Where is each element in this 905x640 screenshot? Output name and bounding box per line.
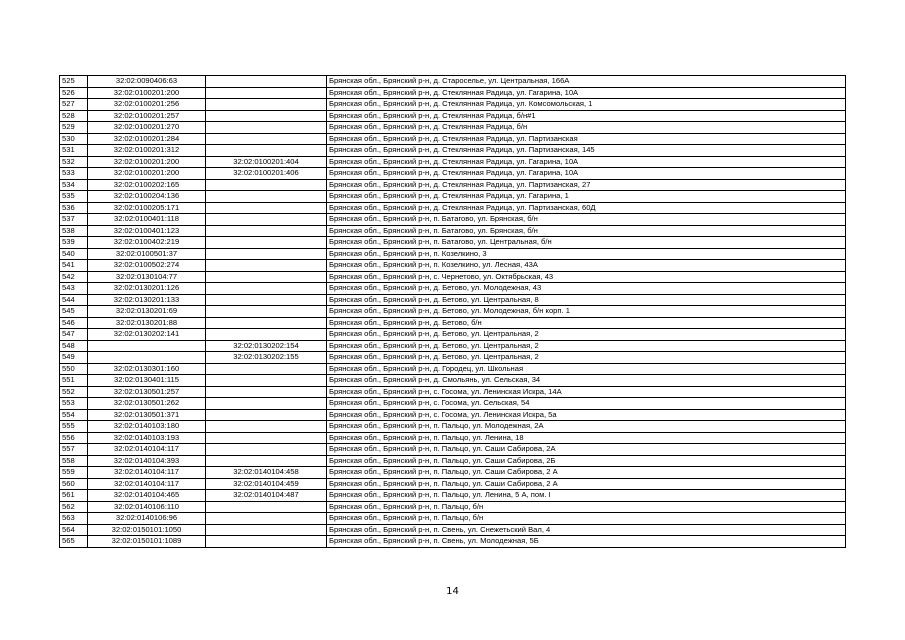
secondary-cadastral-number-cell [206,283,327,295]
row-number-cell: 562 [60,501,88,513]
address-cell: Брянская обл., Брянский р-н, п. Пальцо, ул. Ленина, 5 А, пом. I [327,490,846,502]
cadastral-number-cell: 32:02:0100201:256 [88,99,206,111]
secondary-cadastral-number-cell [206,444,327,456]
table-row [60,478,846,490]
secondary-cadastral-number-cell: 32:02:0100201:404 [206,156,327,168]
cadastral-number-cell: 32:02:0140104:117 [88,478,206,490]
cadastral-number-cell: 32:02:0100201:200 [88,156,206,168]
address-cell: Брянская обл., Брянский р-н, д. Стеклянная Радица, ул. Партизанская [327,133,846,145]
table-row [60,156,846,168]
secondary-cadastral-number-cell [206,294,327,306]
table-row [60,536,846,548]
table-row [60,455,846,467]
row-number-cell: 547 [60,329,88,341]
address-cell: Брянская обл., Брянский р-н, д. Бетово, б/н [327,317,846,329]
row-number-cell: 550 [60,363,88,375]
row-number-cell: 535 [60,191,88,203]
address-cell: Брянская обл., Брянский р-н, д. Бетово, ул. Молодежная, 43 [327,283,846,295]
secondary-cadastral-number-cell [206,363,327,375]
cadastral-number-cell [88,340,206,352]
secondary-cadastral-number-cell [206,398,327,410]
row-number-cell: 530 [60,133,88,145]
secondary-cadastral-number-cell [206,386,327,398]
row-number-cell: 533 [60,168,88,180]
secondary-cadastral-number-cell: 32:02:0140104:487 [206,490,327,502]
address-cell: Брянская обл., Брянский р-н, п. Козелкино, ул. Лесная, 43А [327,260,846,272]
row-number-cell: 529 [60,122,88,134]
cadastral-number-cell: 32:02:0130501:257 [88,386,206,398]
row-number-cell: 563 [60,513,88,525]
address-cell: Брянская обл., Брянский р-н, д. Бетово, ул. Центральная, 8 [327,294,846,306]
table-row [60,317,846,329]
address-cell: Брянская обл., Брянский р-н, д. Стеклянная Радица, ул. Партизанская, 60Д [327,202,846,214]
row-number-cell: 538 [60,225,88,237]
table-row [60,352,846,364]
cadastral-number-cell: 32:02:0100201:312 [88,145,206,157]
table-row [60,513,846,525]
table-row [60,260,846,272]
table-row [60,283,846,295]
secondary-cadastral-number-cell [206,260,327,272]
cadastral-number-cell: 32:02:0140103:180 [88,421,206,433]
cadastral-number-cell: 32:02:0140103:193 [88,432,206,444]
address-cell: Брянская обл., Брянский р-н, д. Стеклянная Радица, ул. Гагарина, 1 [327,191,846,203]
table-row [60,237,846,249]
address-cell: Брянская обл., Брянский р-н, д. Смольянь, ул. Сельская, 34 [327,375,846,387]
secondary-cadastral-number-cell [206,317,327,329]
row-number-cell: 559 [60,467,88,479]
secondary-cadastral-number-cell: 32:02:0130202:154 [206,340,327,352]
registry-table [59,75,846,548]
cadastral-number-cell: 32:02:0100502:274 [88,260,206,272]
table-row [60,386,846,398]
row-number-cell: 553 [60,398,88,410]
row-number-cell: 539 [60,237,88,249]
address-cell: Брянская обл., Брянский р-н, п. Козелкино, 3 [327,248,846,260]
cadastral-number-cell: 32:02:0150101:1089 [88,536,206,548]
row-number-cell: 565 [60,536,88,548]
address-cell: Брянская обл., Брянский р-н, д. Стеклянная Радица, б/н [327,122,846,134]
secondary-cadastral-number-cell [206,524,327,536]
secondary-cadastral-number-cell [206,99,327,111]
cadastral-number-cell: 32:02:0100402:219 [88,237,206,249]
row-number-cell: 561 [60,490,88,502]
table-row [60,398,846,410]
secondary-cadastral-number-cell: 32:02:0130202:155 [206,352,327,364]
cadastral-number-cell: 32:02:0100201:270 [88,122,206,134]
cadastral-number-cell: 32:02:0130104:77 [88,271,206,283]
table-row [60,375,846,387]
row-number-cell: 525 [60,76,88,88]
cadastral-number-cell: 32:02:0140104:393 [88,455,206,467]
address-cell: Брянская обл., Брянский р-н, п. Пальцо, б/н [327,501,846,513]
secondary-cadastral-number-cell: 32:02:0100201:406 [206,168,327,180]
cadastral-number-cell: 32:02:0130501:371 [88,409,206,421]
secondary-cadastral-number-cell [206,191,327,203]
secondary-cadastral-number-cell [206,87,327,99]
cadastral-number-cell: 32:02:0100201:284 [88,133,206,145]
cadastral-number-cell: 32:02:0130201:88 [88,317,206,329]
address-cell: Брянская обл., Брянский р-н, д. Бетово, ул. Центральная, 2 [327,329,846,341]
table-row [60,524,846,536]
table-row [60,133,846,145]
row-number-cell: 532 [60,156,88,168]
address-cell: Брянская обл., Брянский р-н, д. Бетово, ул. Молодежная, б/н корп. 1 [327,306,846,318]
cadastral-number-cell: 32:02:0130201:126 [88,283,206,295]
cadastral-number-cell: 32:02:0130201:69 [88,306,206,318]
cadastral-number-cell: 32:02:0140104:465 [88,490,206,502]
row-number-cell: 548 [60,340,88,352]
table-row [60,87,846,99]
secondary-cadastral-number-cell [206,145,327,157]
address-cell: Брянская обл., Брянский р-н, д. Бетово, ул. Центральная, 2 [327,340,846,352]
secondary-cadastral-number-cell: 32:02:0140104:458 [206,467,327,479]
address-cell: Брянская обл., Брянский р-н, д. Стеклянная Радица, ул. Гагарина, 10А [327,87,846,99]
cadastral-number-cell: 32:02:0140106:110 [88,501,206,513]
cadastral-number-cell [88,352,206,364]
address-cell: Брянская обл., Брянский р-н, с. Госома, ул. Ленинская Искра, 14А [327,386,846,398]
table-row [60,490,846,502]
row-number-cell: 527 [60,99,88,111]
table-row [60,409,846,421]
address-cell: Брянская обл., Брянский р-н, п. Пальцо, ул. Саши Сабирова, 2 А [327,467,846,479]
cadastral-number-cell: 32:02:0100204:136 [88,191,206,203]
table-row [60,444,846,456]
secondary-cadastral-number-cell [206,306,327,318]
address-cell: Брянская обл., Брянский р-н, п. Батагово, ул. Центральная, б/н [327,237,846,249]
row-number-cell: 557 [60,444,88,456]
cadastral-number-cell: 32:02:0130401:115 [88,375,206,387]
cadastral-number-cell: 32:02:0100202:165 [88,179,206,191]
row-number-cell: 545 [60,306,88,318]
row-number-cell: 528 [60,110,88,122]
row-number-cell: 542 [60,271,88,283]
cadastral-number-cell: 32:02:0100201:200 [88,87,206,99]
secondary-cadastral-number-cell [206,409,327,421]
secondary-cadastral-number-cell [206,329,327,341]
table-row [60,202,846,214]
address-cell: Брянская обл., Брянский р-н, с. Госома, ул. Сельская, 54 [327,398,846,410]
table-row [60,306,846,318]
table-row [60,122,846,134]
cadastral-number-cell: 32:02:0100201:200 [88,168,206,180]
cadastral-number-cell: 32:02:0130301:160 [88,363,206,375]
cadastral-number-cell: 32:02:0100501:37 [88,248,206,260]
row-number-cell: 549 [60,352,88,364]
address-cell: Брянская обл., Брянский р-н, п. Пальцо, ул. Саши Сабирова, 2А [327,444,846,456]
table-row [60,214,846,226]
cadastral-number-cell: 32:02:0130201:133 [88,294,206,306]
row-number-cell: 560 [60,478,88,490]
address-cell: Брянская обл., Брянский р-н, с. Госома, ул. Ленинская Искра, 5а [327,409,846,421]
registry-table-body [60,76,846,548]
secondary-cadastral-number-cell [206,271,327,283]
secondary-cadastral-number-cell [206,179,327,191]
table-row [60,467,846,479]
row-number-cell: 541 [60,260,88,272]
cadastral-number-cell: 32:02:0140104:117 [88,444,206,456]
table-row [60,191,846,203]
secondary-cadastral-number-cell: 32:02:0140104:459 [206,478,327,490]
secondary-cadastral-number-cell [206,76,327,88]
secondary-cadastral-number-cell [206,248,327,260]
secondary-cadastral-number-cell [206,421,327,433]
table-row [60,179,846,191]
table-row [60,248,846,260]
address-cell: Брянская обл., Брянский р-н, д. Стеклянная Радица, ул. Партизанская, 27 [327,179,846,191]
cadastral-number-cell: 32:02:0140104:117 [88,467,206,479]
address-cell: Брянская обл., Брянский р-н, с. Чернетово, ул. Октябрьская, 43 [327,271,846,283]
address-cell: Брянская обл., Брянский р-н, п. Пальцо, б/н [327,513,846,525]
secondary-cadastral-number-cell [206,122,327,134]
cadastral-number-cell: 32:02:0150101:1050 [88,524,206,536]
table-row [60,294,846,306]
row-number-cell: 558 [60,455,88,467]
table-row [60,145,846,157]
row-number-cell: 536 [60,202,88,214]
address-cell: Брянская обл., Брянский р-н, п. Свень, ул. Снежетьский Вал, 4 [327,524,846,536]
cadastral-number-cell: 32:02:0140106:96 [88,513,206,525]
table-row [60,363,846,375]
table-row [60,99,846,111]
row-number-cell: 526 [60,87,88,99]
address-cell: Брянская обл., Брянский р-н, п. Пальцо, ул. Саши Сабирова, 2Б [327,455,846,467]
row-number-cell: 555 [60,421,88,433]
secondary-cadastral-number-cell [206,536,327,548]
cadastral-number-cell: 32:02:0130202:141 [88,329,206,341]
page-number: 14 [446,586,459,597]
address-cell: Брянская обл., Брянский р-н, д. Стеклянная Радица, ул. Комсомольская, 1 [327,99,846,111]
address-cell: Брянская обл., Брянский р-н, д. Бетово, ул. Центральная, 2 [327,352,846,364]
row-number-cell: 551 [60,375,88,387]
address-cell: Брянская обл., Брянский р-н, п. Пальцо, ул. Саши Сабирова, 2 А [327,478,846,490]
row-number-cell: 544 [60,294,88,306]
table-row [60,501,846,513]
cadastral-number-cell: 32:02:0100401:118 [88,214,206,226]
secondary-cadastral-number-cell [206,202,327,214]
row-number-cell: 537 [60,214,88,226]
row-number-cell: 540 [60,248,88,260]
table-row [60,340,846,352]
cadastral-number-cell: 32:02:0090406:63 [88,76,206,88]
secondary-cadastral-number-cell [206,133,327,145]
address-cell: Брянская обл., Брянский р-н, д. Староселье, ул. Центральная, 166А [327,76,846,88]
secondary-cadastral-number-cell [206,375,327,387]
address-cell: Брянская обл., Брянский р-н, п. Батагово, ул. Брянская, б/н [327,214,846,226]
row-number-cell: 564 [60,524,88,536]
secondary-cadastral-number-cell [206,455,327,467]
address-cell: Брянская обл., Брянский р-н, п. Пальцо, ул. Молодежная, 2А [327,421,846,433]
row-number-cell: 554 [60,409,88,421]
table-row [60,110,846,122]
secondary-cadastral-number-cell [206,501,327,513]
table-row [60,76,846,88]
address-cell: Брянская обл., Брянский р-н, п. Батагово, ул. Брянская, б/н [327,225,846,237]
row-number-cell: 543 [60,283,88,295]
secondary-cadastral-number-cell [206,110,327,122]
table-row [60,271,846,283]
secondary-cadastral-number-cell [206,513,327,525]
row-number-cell: 552 [60,386,88,398]
cadastral-number-cell: 32:02:0130501:262 [88,398,206,410]
address-cell: Брянская обл., Брянский р-н, п. Свень, ул. Молодежная, 5Б [327,536,846,548]
table-row [60,225,846,237]
row-number-cell: 531 [60,145,88,157]
secondary-cadastral-number-cell [206,225,327,237]
table-row [60,432,846,444]
cadastral-number-cell: 32:02:0100401:123 [88,225,206,237]
address-cell: Брянская обл., Брянский р-н, д. Городец, ул. Школьная [327,363,846,375]
secondary-cadastral-number-cell [206,214,327,226]
address-cell: Брянская обл., Брянский р-н, п. Пальцо, ул. Ленина, 18 [327,432,846,444]
table-row [60,329,846,341]
cadastral-number-cell: 32:02:0100201:257 [88,110,206,122]
table-row [60,421,846,433]
row-number-cell: 556 [60,432,88,444]
address-cell: Брянская обл., Брянский р-н, д. Стеклянная Радица, ул. Гагарина, 10А [327,156,846,168]
table-row [60,168,846,180]
row-number-cell: 534 [60,179,88,191]
cadastral-number-cell: 32:02:0100205:171 [88,202,206,214]
secondary-cadastral-number-cell [206,237,327,249]
address-cell: Брянская обл., Брянский р-н, д. Стеклянная Радица, ул. Гагарина, 10А [327,168,846,180]
address-cell: Брянская обл., Брянский р-н, д. Стеклянная Радица, б/н#1 [327,110,846,122]
secondary-cadastral-number-cell [206,432,327,444]
address-cell: Брянская обл., Брянский р-н, д. Стеклянная Радица, ул. Партизанская, 145 [327,145,846,157]
row-number-cell: 546 [60,317,88,329]
